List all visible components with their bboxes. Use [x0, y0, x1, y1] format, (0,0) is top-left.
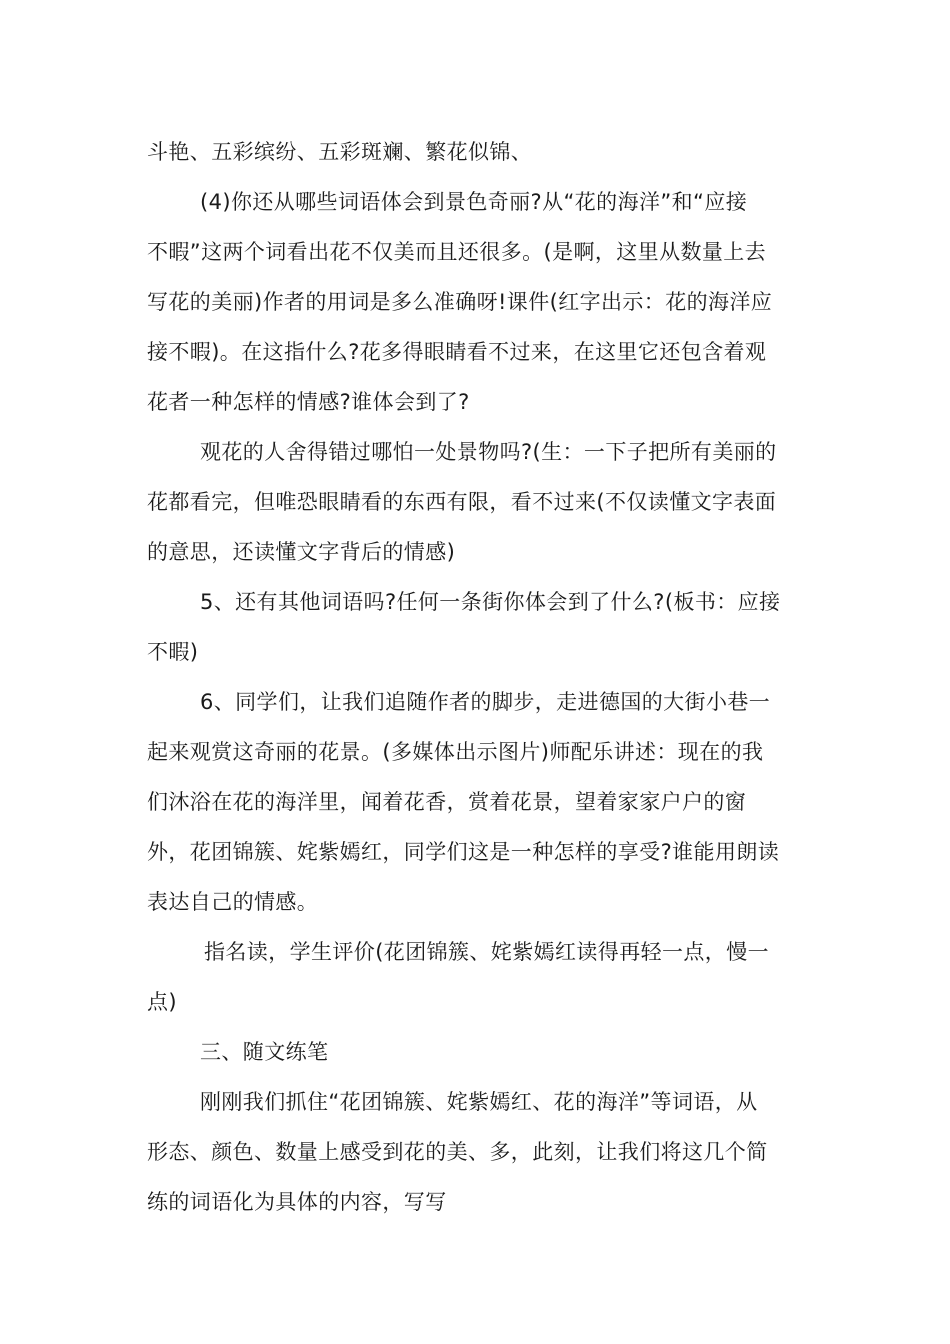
text-line: 不暇”这两个词看出花不仅美而且还很多。(是啊，这里从数量上去: [147, 240, 767, 264]
text-line: 形态、颜色、数量上感受到花的美、多，此刻，让我们将这几个简: [147, 1140, 768, 1164]
text-line: 外，花团锦簇、姹紫嫣红，同学们这是一种怎样的享受?谁能用朗读: [147, 840, 780, 864]
text-line: 指名读，学生评价(花团锦簇、姹紫嫣红读得再轻一点，慢一: [204, 940, 769, 964]
text-line: 写花的美丽)作者的用词是多么准确呀!课件(红字出示：花的海洋应: [147, 290, 773, 314]
text-line: 点): [147, 990, 177, 1014]
text-line: 起来观赏这奇丽的花景。(多媒体出示图片)师配乐讲述：现在的我: [147, 740, 764, 764]
text-line: 不暇): [147, 640, 199, 664]
text-line: 6、同学们，让我们追随作者的脚步，走进德国的大街小巷一: [200, 690, 771, 714]
text-line: 花都看完，但唯恐眼睛看的东西有限，看不过来(不仅读懂文字表面: [147, 490, 777, 514]
text-line: 刚刚我们抓住“花团锦簇、姹紫嫣红、花的海洋”等词语，从: [200, 1090, 758, 1114]
text-line: (4)你还从哪些词语体会到景色奇丽?从“花的海洋”和“应接: [200, 190, 748, 214]
text-line: 观花的人舍得错过哪怕一处景物吗?(生：一下子把所有美丽的: [200, 440, 777, 464]
text-line: 表达自己的情感。: [147, 890, 319, 914]
text-line: 接不暇)。在这指什么?花多得眼睛看不过来，在这里它还包含着观: [147, 340, 767, 364]
text-line: 们沐浴在花的海洋里，闻着花香，赏着花景，望着家家户户的窗: [147, 790, 747, 814]
section-heading: 三、随文练笔: [200, 1040, 329, 1064]
text-line: 斗艳、五彩缤纷、五彩斑斓、繁花似锦、: [147, 140, 533, 164]
text-line: 5、还有其他词语吗?任何一条街你体会到了什么?(板书：应接: [200, 590, 781, 614]
text-line: 花者一种怎样的情感?谁体会到了?: [147, 390, 470, 414]
text-line: 练的词语化为具体的内容，写写: [147, 1190, 447, 1214]
text-line: 的意思，还读懂文字背后的情感): [147, 540, 456, 564]
